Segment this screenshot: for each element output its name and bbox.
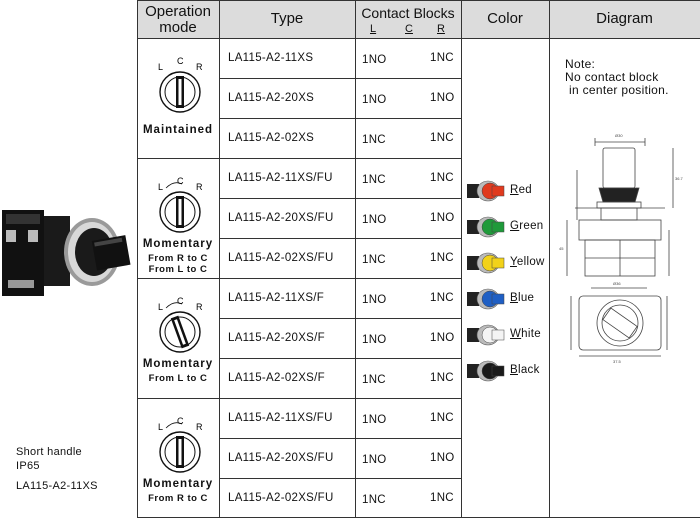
table-border-top <box>137 0 700 1</box>
color-name-initial: B <box>510 292 518 304</box>
color-name-initial: Y <box>510 256 517 268</box>
header-diagram: Diagram <box>596 10 653 27</box>
row-divider <box>219 478 461 479</box>
knob-position-letter: L <box>158 182 164 192</box>
contact-right-cell: 1NC <box>430 52 454 64</box>
dimension-diagram <box>555 130 695 370</box>
contact-right-cell: 1NO <box>430 92 455 104</box>
operation-mode-label: Momentary <box>142 358 214 370</box>
header-color: Color <box>487 10 523 27</box>
type-cell: LA115-A2-02XS <box>228 132 315 144</box>
contact-right-cell: 1NO <box>430 452 455 464</box>
column-divider-color <box>549 0 550 518</box>
contact-right-cell: 1NC <box>430 132 454 144</box>
color-swatch-icon <box>466 288 506 310</box>
header-contact-r: R <box>437 23 445 35</box>
color-option <box>466 288 546 310</box>
knob-position-letter: L <box>158 422 164 432</box>
product-model-text: LA115-A2-11XS <box>16 480 98 492</box>
contact-left-cell: 1NO <box>362 454 387 466</box>
product-handle-text: Short handle <box>16 446 82 458</box>
contact-right-cell: 1NO <box>430 212 455 224</box>
color-name-rest: lack <box>517 364 540 376</box>
color-swatch-icon <box>466 180 506 202</box>
operation-mode-sub: From L to C <box>148 264 208 275</box>
type-cell: LA115-A2-20XS/FU <box>228 452 334 464</box>
row-divider <box>219 198 461 199</box>
contact-right-cell: 1NC <box>430 252 454 264</box>
header-contact-blocks: Contact Blocks <box>361 5 455 21</box>
color-name-initial: R <box>510 184 519 196</box>
group-divider <box>137 398 461 399</box>
color-swatch-icon <box>466 360 506 382</box>
product-rating-text: IP65 <box>16 460 40 472</box>
knob-position-letter: L <box>158 62 164 72</box>
product-photo <box>0 200 137 310</box>
contact-right-cell: 1NO <box>430 332 455 344</box>
color-name-initial: B <box>510 364 518 376</box>
header-operation-mode: Operation mode <box>145 3 211 36</box>
row-divider <box>219 78 461 79</box>
operation-mode-sub: From R to C <box>148 493 208 504</box>
color-name-label <box>510 292 534 304</box>
color-name-initial: G <box>510 220 520 232</box>
dim-label-width: Ø36 <box>613 281 621 286</box>
color-option <box>466 252 546 274</box>
color-name-rest: ed <box>518 184 533 196</box>
dim-label-depth: 45 <box>559 246 564 251</box>
column-divider-contacts <box>461 0 462 518</box>
knob-position-letter: R <box>196 422 203 432</box>
color-option <box>466 180 546 202</box>
contact-left-cell: 1NO <box>362 94 387 106</box>
row-divider <box>219 358 461 359</box>
type-cell: LA115-A2-02XS/FU <box>228 252 334 264</box>
operation-mode-label: Momentary <box>142 238 214 250</box>
knob-position-letter: C <box>177 176 184 186</box>
contact-left-cell: 1NO <box>362 334 387 346</box>
type-cell: LA115-A2-11XS/F <box>228 292 325 304</box>
row-divider <box>219 438 461 439</box>
color-name-rest: ellow <box>516 256 545 268</box>
contact-left-cell: 1NO <box>362 54 387 66</box>
color-swatch-icon <box>466 216 506 238</box>
color-option <box>466 324 546 346</box>
contact-right-cell: 1NC <box>430 372 454 384</box>
color-name-rest: lue <box>517 292 535 304</box>
header-contact-c: C <box>405 23 413 35</box>
contact-left-cell: 1NC <box>362 134 386 146</box>
type-cell: LA115-A2-11XS/FU <box>228 172 333 184</box>
selector-knob-icon <box>152 176 208 236</box>
color-name-label <box>510 364 540 376</box>
contact-left-cell: 1NC <box>362 254 386 266</box>
operation-mode-sub: From L to C <box>148 373 208 384</box>
selector-knob-icon <box>152 416 208 476</box>
header-contact-l: L <box>370 23 377 35</box>
contact-right-cell: 1NC <box>430 412 454 424</box>
knob-position-letter: R <box>196 182 203 192</box>
diagram-note: Note: No contact block in center position. <box>565 57 669 97</box>
selector-knob-icon <box>152 56 208 116</box>
header-contact-positions <box>355 23 461 35</box>
operation-mode-sub: From R to C <box>148 253 208 264</box>
knob-position-letter: R <box>196 302 203 312</box>
dim-label-base: 37.5 <box>613 359 621 364</box>
row-divider <box>219 238 461 239</box>
color-swatch-icon <box>466 252 506 274</box>
type-cell: LA115-A2-20XS/FU <box>228 212 334 224</box>
knob-position-letter: L <box>158 302 164 312</box>
group-divider <box>137 278 461 279</box>
header-type: Type <box>270 10 304 27</box>
color-option <box>466 216 546 238</box>
color-name-initial: W <box>510 328 522 340</box>
contact-left-cell: 1NO <box>362 414 387 426</box>
group-divider <box>137 158 461 159</box>
color-name-label <box>510 220 543 232</box>
type-cell: LA115-A2-02XS/FU <box>228 492 334 504</box>
contact-left-cell: 1NC <box>362 174 386 186</box>
contact-left-cell: 1NC <box>362 494 386 506</box>
contact-left-cell: 1NC <box>362 374 386 386</box>
type-cell: LA115-A2-02XS/F <box>228 372 325 384</box>
color-name-rest: hite <box>521 328 541 340</box>
knob-position-letter: C <box>177 296 184 306</box>
knob-position-letter: C <box>177 416 184 426</box>
contact-left-cell: 1NO <box>362 214 387 226</box>
color-option <box>466 360 546 382</box>
color-swatch-icon <box>466 324 506 346</box>
color-name-label <box>510 184 532 196</box>
selector-knob-icon <box>152 296 208 356</box>
header-bottom-line <box>137 38 700 39</box>
operation-mode-label: Maintained <box>142 124 214 136</box>
contact-right-cell: 1NC <box>430 292 454 304</box>
type-cell: LA115-A2-20XS/F <box>228 332 325 344</box>
color-name-rest: reen <box>519 220 544 232</box>
knob-position-letter: R <box>196 62 203 72</box>
type-cell: LA115-A2-11XS <box>228 52 314 64</box>
type-cell: LA115-A2-20XS <box>228 92 315 104</box>
contact-right-cell: 1NC <box>430 492 454 504</box>
color-name-label <box>510 328 541 340</box>
dim-label-top: Ø30 <box>615 133 623 138</box>
operation-mode-label: Momentary <box>142 478 214 490</box>
contact-right-cell: 1NC <box>430 172 454 184</box>
knob-position-letter: C <box>177 56 184 66</box>
color-name-label <box>510 256 545 268</box>
contact-left-cell: 1NO <box>362 294 387 306</box>
row-divider <box>219 318 461 319</box>
type-cell: LA115-A2-11XS/FU <box>228 412 333 424</box>
row-divider <box>219 118 461 119</box>
dim-label-height: 36.7 <box>675 176 683 181</box>
